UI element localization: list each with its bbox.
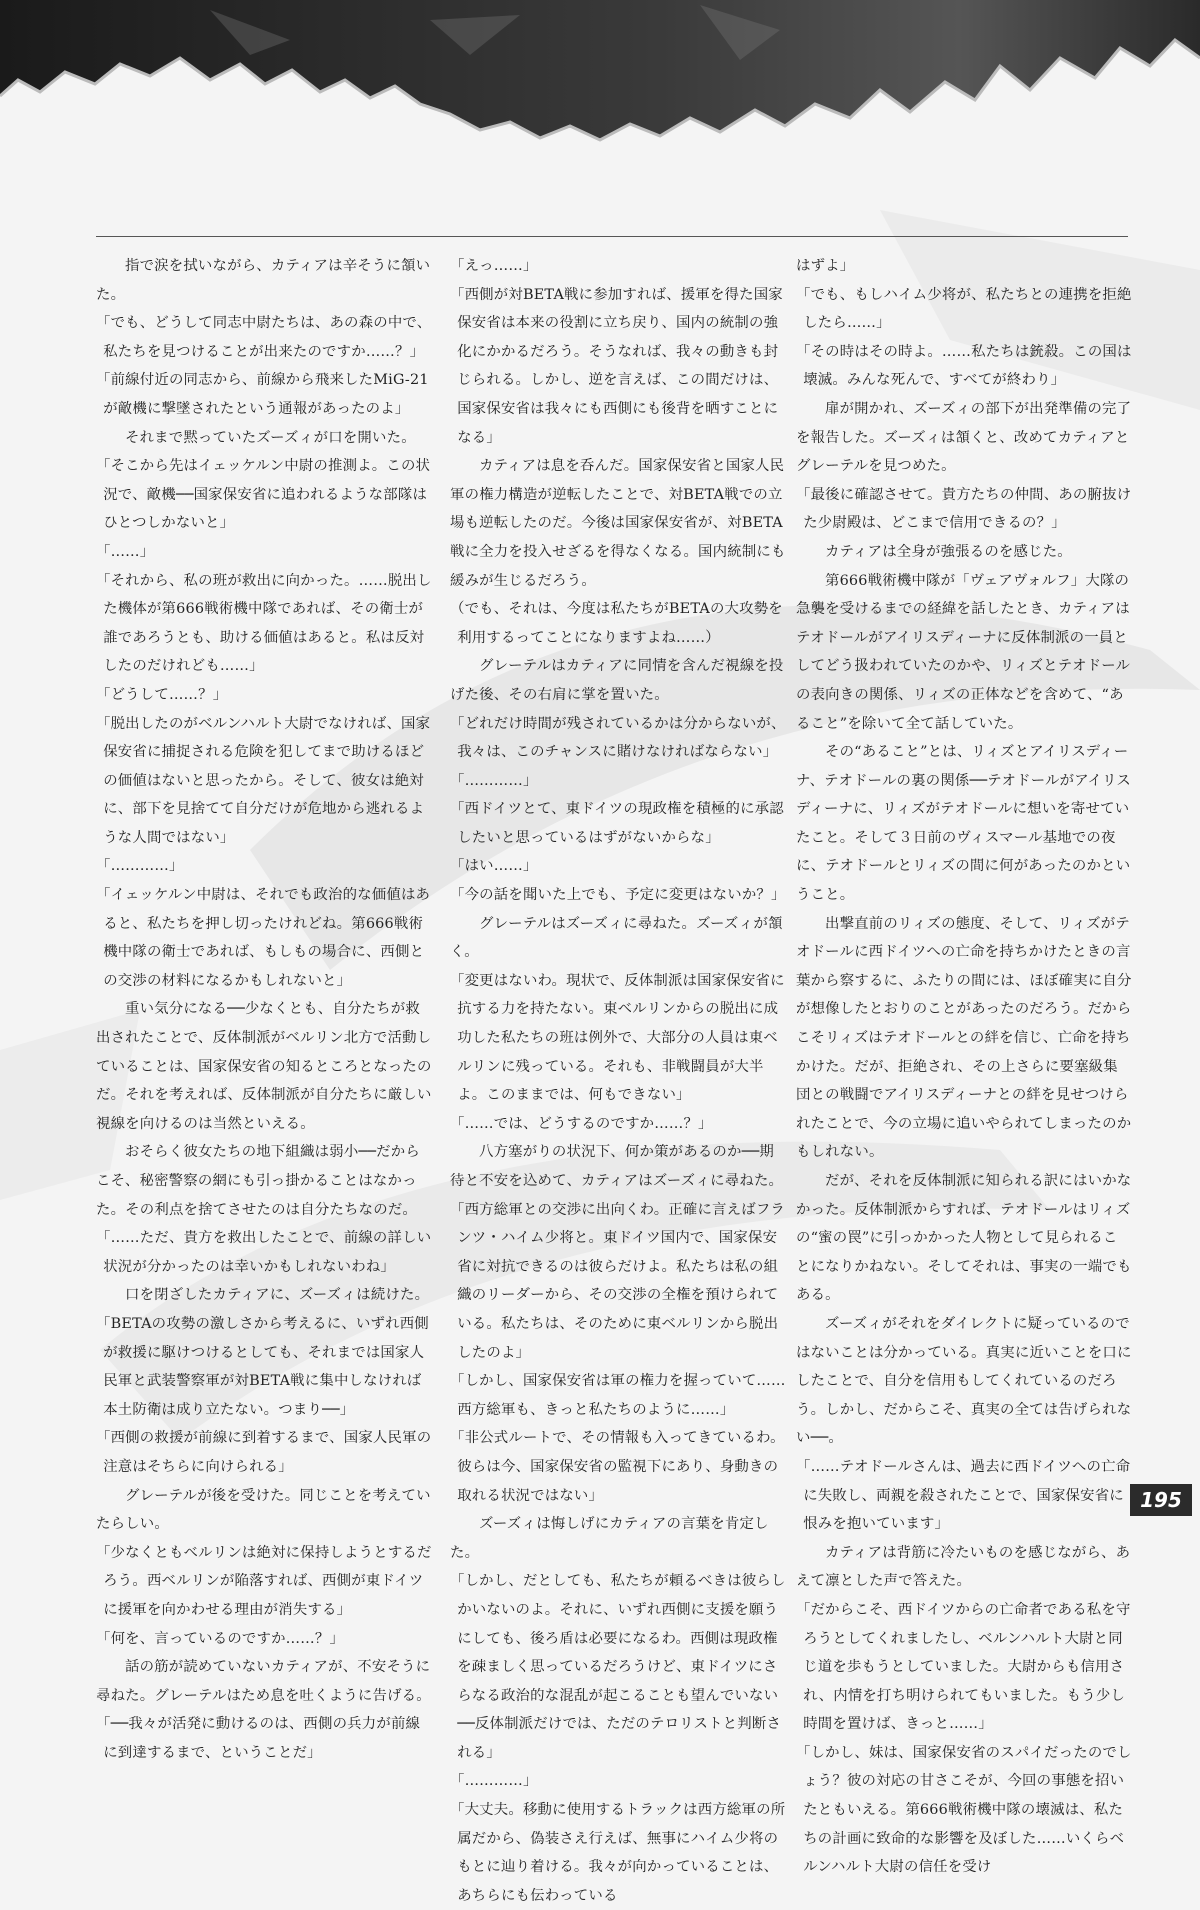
paragraph: 「西側の救援が前線に到着するまで、国家人民軍の注意はそちらに向けられる」 (96, 1430, 432, 1475)
paragraph: 「大丈夫。移動に使用するトラックは西方総軍の所属だから、偽装さえ行えば、無事にハイム少将のもとに辿り着ける。我々が向かっていることは、あちらにも伝わっている (450, 1802, 786, 1904)
paragraph: 「…………」 (96, 858, 184, 875)
paragraph: 口を閉ざしたカティアに、ズーズィは続けた。 (110, 1287, 430, 1304)
paragraph: それまで黙っていたズーズィが口を開いた。 (110, 429, 416, 446)
paragraph: 「……テオドールさんは、過去に西ドイツへの亡命に失敗し、両親を殺されたことで、国家保安省に恨みを抱いています」 (796, 1458, 1131, 1533)
paragraph: 「しかし、だとしても、私たちが頼るべきは彼らしかいないのよ。それに、いずれ西側に支援を願うにしても、後ろ盾は必要になるわ。西側は現政権を疎ましく思っているだろうけど、東ドイツにさらなる政治的な混乱が起こることも望んでいない──反体制派だけでは、ただのテロリストと判断される」 (450, 1573, 786, 1761)
paragraph: 「しかし、国家保安省は軍の権力を握っていて……西方総軍も、きっと私たちのように……」 (450, 1373, 786, 1418)
paragraph: 「西ドイツとて、東ドイツの現政権を積極的に承認したいと思っているはずがないからな」 (450, 801, 784, 846)
paragraph: 「しかし、妹は、国家保安省のスパイだったのでしょう？彼の対応の甘さこそが、今回の事態を招いたともいえる。第666戦術機中隊の壊滅は、私たちの計画に致命的な影響を及ぼした……いくらベルンハルト大尉の信任を受け (796, 1744, 1132, 1876)
text-column-1 (96, 252, 432, 1761)
torn-paper-header (0, 0, 1200, 150)
paragraph: 「でも、もしハイム少将が、私たちとの連携を拒絶したら……」 (796, 286, 1132, 332)
paragraph: カティアは全身が強張るのを感じた。 (810, 543, 1072, 560)
paragraph: 「西方総軍との交渉に出向くわ。正確に言えばフランツ・ハイム少将と。東ドイツ国内で、国家保安省に対抗できるのは彼らだけよ。私たちは私の組織のリーダーから、その交渉の全権を預けられている。私たちは、そのために東ベルリンから脱出したのよ」 (450, 1201, 786, 1361)
paragraph: 「…………」 (450, 1773, 538, 1790)
paragraph: 「だからこそ、西ドイツからの亡命者である私を守ろうとしてくれましたし、ベルンハルト大尉と同じ道を歩もうとしていました。大尉からも信用され、内情を打ち明けられてもいました。もう少し時間を置けば、きっと……」 (796, 1601, 1131, 1733)
paragraph: 「BETAの攻勢の激しさから考えるに、いずれ西側が救援に駆けつけるとしても、それまでは国家人民軍と武装警察軍が対BETA戦に集中しなければ本土防衛は成り立たない。つまり──」 (96, 1315, 429, 1418)
paragraph: 「どうして……？」 (96, 686, 228, 703)
paragraph: 指で涙を拭いながら、カティアは辛そうに頷いた。 (96, 258, 431, 303)
paragraph: はずよ」 (796, 258, 855, 274)
paragraph: グレーテルはズーズィに尋ねた。ズーズィが頷く。 (450, 915, 783, 961)
paragraph: グレーテルが後を受けた。同じことを考えていたらしい。 (96, 1487, 431, 1533)
paragraph: 「でも、どうして同志中尉たちは、あの森の中で、私たちを見つけることが出来たのですか……？」 (96, 315, 432, 360)
paragraph: 出撃直前のリィズの態度、そして、リィズがテオドールに西ドイツへの亡命を持ちかけたときの言葉から察するに、ふたりの間には、ほぼ確実に自分が想像したとおりのことがあったのだろう。だからこそリィズはテオドールとの絆を信じ、亡命を持ちかけた。だが、拒絶され、その上さらに要塞級集団との戦闘でアイリスディーナとの絆を見せつけられたことで、今の立場に追いやられてしまったのかもしれない。 (796, 915, 1132, 1161)
paragraph: 「今の話を聞いた上でも、予定に変更はないか？」 (450, 887, 786, 904)
paragraph: 「……」 (96, 543, 155, 560)
paragraph: 「変更はないわ。現状で、反体制派は国家保安省に抗する力を持たない。東ベルリンからの脱出に成功した私たちの班は例外で、大部分の人員は東ベルリンに残っている。それも、非戦闘員が大半よ。このままでは、何もできない」 (450, 972, 785, 1104)
paragraph: 「どれだけ時間が残されているかは分からないが、我々は、このチャンスに賭けなければならない」 (450, 715, 786, 761)
paragraph: だが、それを反体制派に知られる訳にはいかなかった。反体制派からすれば、テオドールはリィズの“蜜の罠”に引っかかった人物として見られることになりかねない。そしてそれは、事実の一端でもある。 (796, 1173, 1132, 1304)
paragraph: 「最後に確認させて。貴方たちの仲間、あの腑抜けた少尉殿は、どこまで信用できるの？」 (796, 486, 1132, 532)
header-divider-line (96, 236, 1128, 237)
paragraph: 「そこから先はイェッケルン中尉の推測よ。この状況で、敵機──国家保安省に追われるような部隊はひとつしかないと」 (96, 458, 431, 532)
paragraph: その“あること”とは、リィズとアイリスディーナ、テオドールの裏の関係──テオドールがアイリスディーナに、リィズがテオドールに想いを寄せていたこと。そして３日前のヴィスマール基地での夜に、テオドールとリィズの間に何があったのかということ。 (796, 744, 1131, 904)
paragraph: 重い気分になる──少なくとも、自分たちが救出されたことで、反体制派がベルリン北方で活動していることは、国家保安省の知るところとなったのだ。それを考えれば、反体制派が自分たちに厳しい視線を向けるのは当然といえる。 (96, 1001, 432, 1132)
paragraph: 第666戦術機中隊が「ヴェアヴォルフ」大隊の急襲を受けるまでの経緯を話したとき、カティアはテオドールがアイリスディーナに反体制派の一員としてどう扱われていたのかや、リィズとテオドールの表向きの関係、リィズの正体などを含めて、“あること”を除いて全て話していた。 (796, 572, 1131, 732)
paragraph: 「その時はその時よ。……私たちは銃殺。この国は壊滅。みんな死んで、すべてが終わり」 (796, 343, 1132, 389)
paragraph: 「──我々が活発に動けるのは、西側の兵力が前線に到達するまで、ということだ」 (96, 1716, 421, 1761)
paragraph: 「イェッケルン中尉は、それでも政治的な価値はあると、私たちを押し切ったけれどね。第666戦術機中隊の衛士であれば、もしもの場合に、西側との交渉の材料になるかもしれないと」 (96, 887, 431, 989)
paragraph: 「何を、言っているのですか……？」 (96, 1630, 345, 1647)
paragraph: カティアは息を呑んだ。国家保安省と国家人民軍の権力構造が逆転したことで、対BETA戦での立場も逆転したのだ。今後は国家保安省が、対BETA戦に全力を投入せざるを得なくなる。国内統制にも緩みが生じるだろう。 (450, 458, 786, 589)
paragraph: 「……では、どうするのですか……？」 (450, 1115, 713, 1132)
paragraph: ズーズィは悔しげにカティアの言葉を肯定した。 (450, 1516, 769, 1561)
paragraph: グレーテルはカティアに同情を含んだ視線を投げた後、その右肩に掌を置いた。 (450, 658, 784, 703)
paragraph: 「前線付近の同志から、前線から飛来したMiG-21が敵機に撃墜されたという通報があったのよ」 (96, 372, 429, 417)
paragraph: 「西側が対BETA戦に参加すれば、援軍を得た国家保安省は本来の役割に立ち戻り、国内の統制の強化にかかるだろう。そうなれば、我々の動きも封じられる。しかし、逆を言えば、この間だけは、国家保安省は我々にも西側にも後背を晒すことになる」 (450, 286, 783, 446)
paragraph: 「それから、私の班が救出に向かった。……脱出した機体が第666戦術機中隊であれば、その衛士が誰であろうとも、助ける価値はあると。私は反対したのだけれども……」 (96, 572, 432, 675)
paragraph: （でも、それは、今度は私たちがBETAの大攻勢を利用するってことになりますよね……） (450, 601, 783, 646)
paragraph: 「……ただ、貴方を救出したことで、前線の詳しい状況が分かったのは幸いかもしれないわね」 (96, 1230, 432, 1275)
paragraph: 「少なくともベルリンは絶対に保持しようとするだろう。西ベルリンが陥落すれば、西側が東ドイツに援軍を向かわせる理由が消失する」 (96, 1544, 432, 1618)
paragraph: おそらく彼女たちの地下組織は弱小──だからこそ、秘密警察の網にも引っ掛かることはなかった。その利点を捨てさせたのは自分たちなのだ。 (96, 1144, 420, 1218)
paragraph: ズーズィがそれをダイレクトに疑っているのではないことは分かっている。真実に近いことを口にしたことで、自分を信用もしてくれているのだろう。しかし、だからこそ、真実の全ては告げられない──。 (796, 1315, 1132, 1447)
text-column-2 (450, 252, 786, 1904)
page-number: 195 (1130, 1484, 1192, 1516)
paragraph: 「脱出したのがベルンハルト大尉でなければ、国家保安省に捕捉される危険を犯してまで助けるほどの価値はないと思ったから。そして、彼女は絶対に、部下を見捨てて自分だけが危地から逃れるような人間ではない」 (96, 715, 431, 846)
paragraph: カティアは背筋に冷たいものを感じながら、あえて凛とした声で答えた。 (796, 1544, 1131, 1590)
paragraph: 扉が開かれ、ズーズィの部下が出発準備の完了を報告した。ズーズィは頷くと、改めてカティアとグレーテルを見つめた。 (796, 400, 1132, 475)
paragraph: 「…………」 (450, 772, 538, 789)
paragraph: 八方塞がりの状況下、何か策があるのか──期待と不安を込めて、カティアはズーズィに尋ねた。 (450, 1144, 784, 1189)
paragraph: 「非公式ルートで、その情報も入ってきているわ。彼らは今、国家保安省の監視下にあり、身動きの取れる状況ではない」 (450, 1430, 785, 1504)
paragraph: 「えっ……」 (450, 258, 538, 274)
paragraph: 話の筋が読めていないカティアが、不安そうに尋ねた。グレーテルはため息を吐くように告げる。 (96, 1659, 431, 1704)
paragraph: 「はい……」 (450, 858, 538, 875)
text-column-3 (796, 252, 1132, 1876)
